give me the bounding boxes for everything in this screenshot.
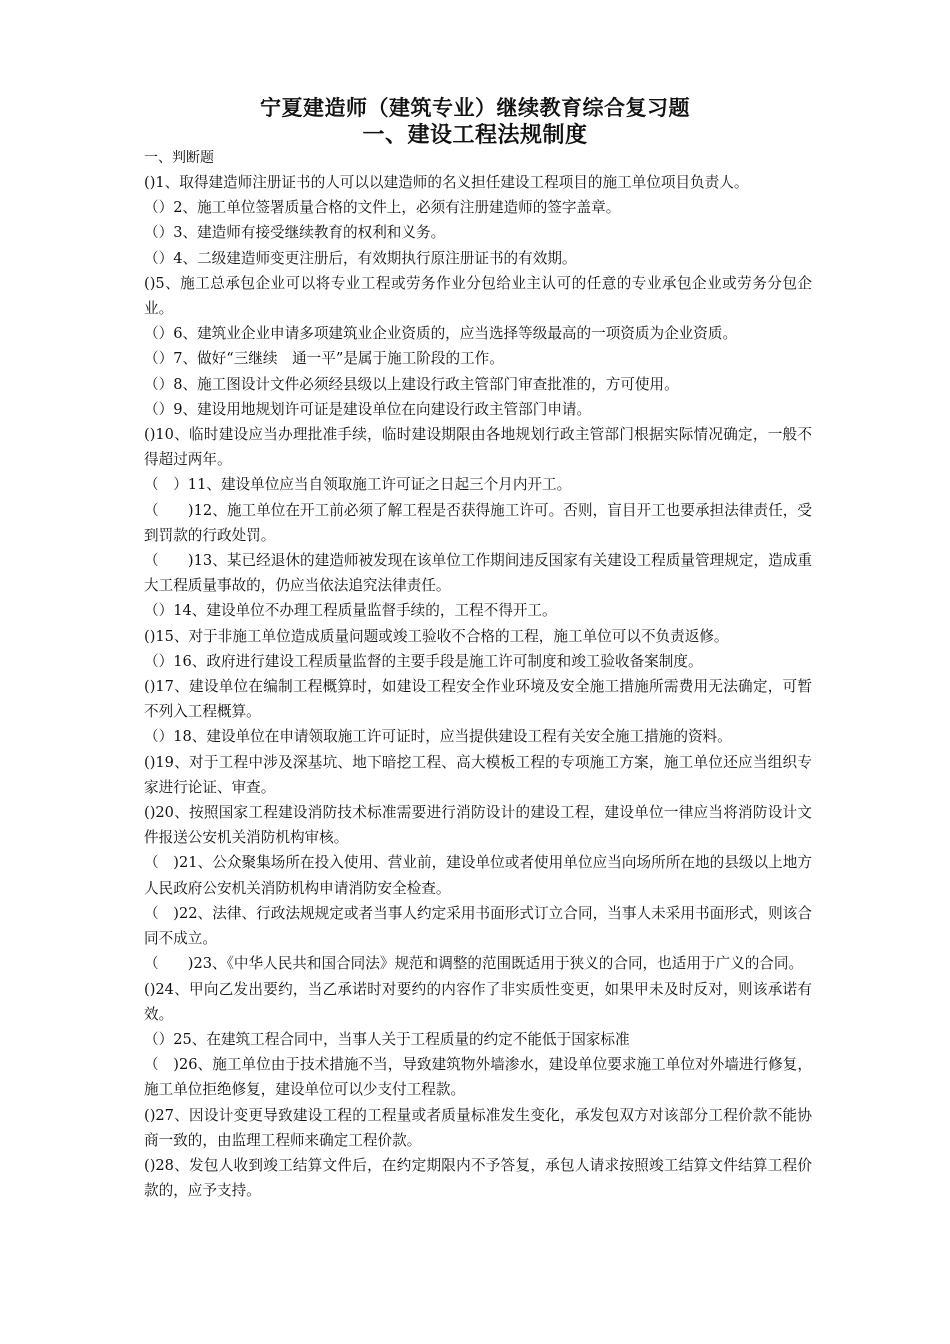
question-item: （ )21、公众聚集场所在投入使用、营业前，建设单位或者使用单位应当向场所所在地的县级以上地方人民政府公安机关消防机构申请消防安全检查。 xyxy=(144,854,812,897)
question-item: ()24、甲向乙发出要约，当乙承诺时对要约的内容作了非实质性变更，如果甲未及时反对，则该承诺有效。 xyxy=(144,980,812,1023)
question-item: （）7、做好“三继续 通一平”是属于施工阶段的工作。 xyxy=(144,350,504,368)
question-item: （）9、建设用地规划许可证是建设单位在向建设行政主管部门申请。 xyxy=(144,400,592,418)
question-item: （ )22、法律、行政法规规定或者当事人约定采用书面形式订立合同，当事人未采用书面形式，则该合同不成立。 xyxy=(144,904,812,948)
question-item: （）4、二级建造师变更注册后，有效期执行原注册证书的有效期。 xyxy=(144,249,577,267)
question-item: ()19、对于工程中涉及深基坑、地下暗挖工程、高大模板工程的专项施工方案，施工单位还应当组织专家进行论证、审查。 xyxy=(144,753,812,796)
question-item: ()17、建设单位在编制工程概算时，如建设工程安全作业环境及安全施工措施所需费用无法确定，可暂不列入工程概算。 xyxy=(144,678,812,721)
question-item: ()10、临时建设应当办理批准手续，临时建设期限由各地规划行政主管部门根据实际情况确定，一般不得超过两年。 xyxy=(144,426,812,469)
question-item: ()1、取得建造师注册证书的人可以以建造师的名义担任建设工程项目的施工单位项目负责人。 xyxy=(144,174,749,191)
question-item: （）8、施工图设计文件必须经县级以上建设行政主管部门审查批准的，方可使用。 xyxy=(144,375,679,393)
question-item: （ )12、施工单位在开工前必须了解工程是否获得施工许可。否则，盲目开工也要承担法律责任，受到罚款的行政处罚。 xyxy=(144,501,812,544)
section-label: 一、判断题 xyxy=(144,150,214,166)
question-item: （）3、建造师有接受继续教育的权利和义务。 xyxy=(144,224,446,242)
question-item: （）18、建设单位在申请领取施工许可证时，应当提供建设工程有关安全施工措施的资料。 xyxy=(144,728,732,746)
question-item: ()20、按照国家工程建设消防技术标准需要进行消防设计的建设工程，建设单位一律应当将消防设计文件报送公安机关消防机构审核。 xyxy=(144,804,812,847)
question-item: （ )26、施工单位由于技术措施不当，导致建筑物外墙渗水，建设单位要求施工单位对外墙进行修复，施工单位拒绝修复，建设单位可以少支付工程款。 xyxy=(144,1056,812,1099)
question-item: ()15、对于非施工单位造成质量问题或竣工验收不合格的工程，施工单位可以不负责返修。 xyxy=(144,627,729,645)
question-item: ()27、因设计变更导致建设工程的工程量或者质量标准发生变化，承发包双方对该部分工程价款不能协商一致的，由监理工程师来确定工程价款。 xyxy=(144,1106,812,1149)
question-item: （）6、建筑业企业申请多项建筑业企业资质的，应当选择等级最高的一项资质为企业资质。 xyxy=(144,325,738,343)
question-item: （）25、在建筑工程合同中，当事人关于工程质量的约定不能低于国家标准 xyxy=(144,1030,630,1048)
document-title: 宁夏建造师（建筑专业）继续教育综合复习题 xyxy=(260,96,690,120)
chapter-heading: 一、建设工程法规制度 xyxy=(362,123,588,148)
question-list xyxy=(144,170,812,1203)
question-item: （ ）11、建设单位应当自领取施工许可证之日起三个月内开工。 xyxy=(144,476,572,494)
question-item: ()5、施工总承包企业可以将专业工程或劳务作业分包给业主认可的任意的专业承包企业或劳务分包企业。 xyxy=(144,274,812,318)
question-item: （）14、建设单位不办理工程质量监督手续的，工程不得开工。 xyxy=(144,602,557,620)
question-item: （）16、政府进行建设工程质量监督的主要手段是施工许可制度和竣工验收备案制度。 xyxy=(144,652,703,670)
question-item: ()28、发包人收到竣工结算文件后，在约定期限内不予答复，承包人请求按照竣工结算文件结算工程价款的，应予支持。 xyxy=(144,1156,812,1200)
question-item: （ )13、某已经退休的建造师被发现在该单位工作期间违反国家有关建设工程质量管理规定，造成重大工程质量事故的，仍应当依法追究法律责任。 xyxy=(144,552,812,595)
question-item: （ )23、《中华人民共和国合同法》规范和调整的范围既适用于狭义的合同，也适用于广义的合同。 xyxy=(144,955,804,973)
question-item: （）2、施工单位签署质量合格的文件上，必须有注册建造师的签字盖章。 xyxy=(144,199,621,217)
